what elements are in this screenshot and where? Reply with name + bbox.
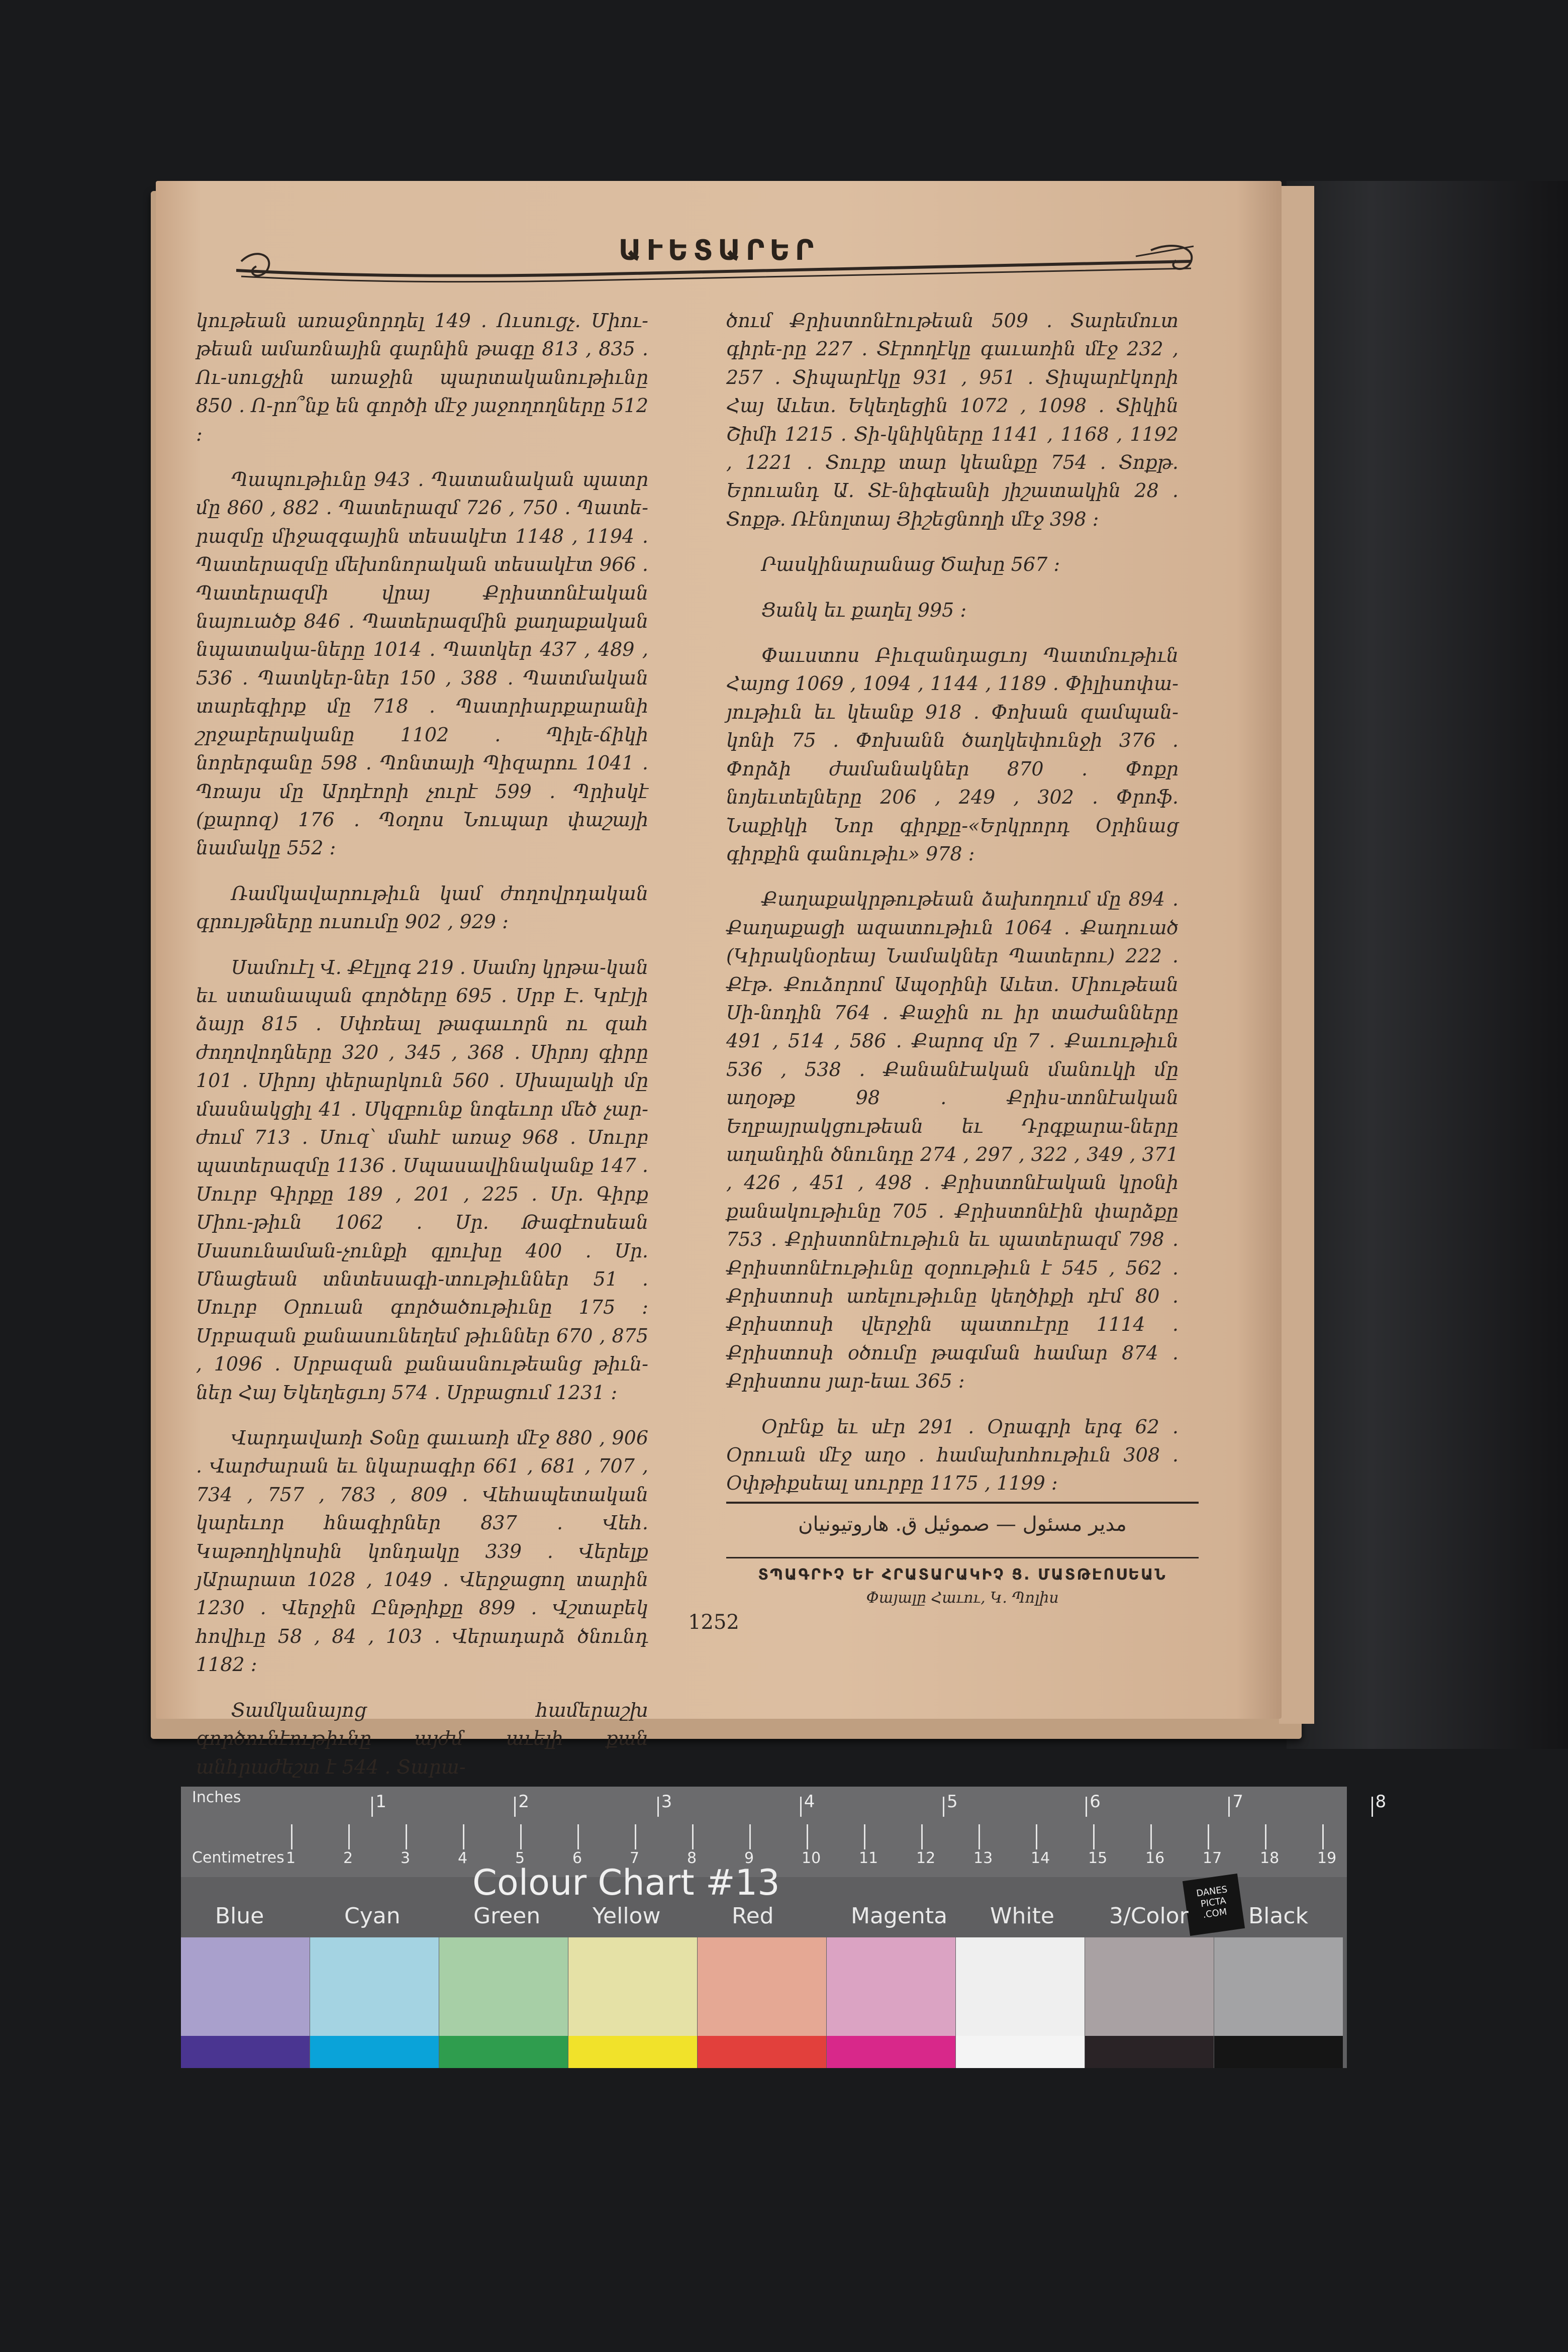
inch-tick-label: 8 (1375, 1792, 1387, 1812)
imprint-rule (726, 1557, 1199, 1558)
index-paragraph: Սամուէլ Վ. Քէլլոգ 219 . Սամոյ կրթա-կան եւ ստանապան գործերը 695 . Սրբ Է. Կրէյի ձայր 815 . Սփռեալ թագաւորն ու զահ ժողովոդները 320 , 345 , 368 . Սիրոյ գիրը 101 . Սիրոյ փերարկուն 560 . Սխալակի մը մասնակցիլ 41 . Սկզբունք նոգեւոր մեծ չար-ժում 713 . Սուզ՝ մահէ առաջ 968 . Սուրբ պատերազմը 1136 . Սպասավինականք 147 . Սուրբ Գիրքը 189 , 201 , 225 . Սր. Գիրք Միու-թիւն 1062 . Սր. Թագէոսեան Սասունաման-չունքի գլուխը 400 . Սր. Մնացեան տնտեսագի-տութիւններ 51 . Սուրբ Օրուան գործածութիւնը 175 ։ Սրբազան քանասունեղեմ թիւններ 670 , 875 , 1096 . Սրբազան քանասնութեանց թիւն-ներ Հայ Եկեղեցւոյ 574 . Սրբացում 1231 ։ (196, 956, 648, 1404)
index-paragraph: Վարդավառի Տօնը գաւառի մէջ 880 , 906 . Վարժարան եւ նկարագիր 661 , 681 , 707 , 734 , 757 , 783 , 809 . Վեհապետական կարեւոր հնագիրներ 837 . Վեհ. Կաթողիկոսին կոնդակը 339 . Վերելք յԱրարատ 1028 , 1049 . Վերջացող տարին 1230 . Վերջին Ընթրիքը 899 . Վշտաբեկ հովիւը 58 , 84 , 103 . Վերադարձ ծնունդ 1182 ։ (196, 1427, 648, 1676)
swatch-top (827, 1937, 955, 2036)
cm-tick-label: 17 (1203, 1849, 1222, 1867)
cm-tick-label: 15 (1088, 1849, 1108, 1867)
inch-tick (514, 1797, 516, 1817)
swatch-label: Black (1248, 1903, 1309, 1929)
index-column-left (196, 307, 648, 1798)
swatch-label: Green (473, 1903, 541, 1929)
cm-tick (1265, 1824, 1266, 1849)
cm-tick (807, 1824, 808, 1849)
inches-label: Inches (192, 1789, 241, 1806)
cm-tick-label: 11 (859, 1849, 878, 1867)
facing-page-edge (1279, 186, 1314, 1724)
cm-tick-label: 9 (744, 1849, 754, 1867)
cm-tick (463, 1824, 464, 1849)
cm-tick-label: 12 (916, 1849, 936, 1867)
swatch-label: White (990, 1903, 1054, 1929)
cm-tick (291, 1824, 292, 1849)
cm-tick-label: 8 (687, 1849, 697, 1867)
index-paragraph: Քաղաքակրթութեան ձախողում մը 894 . Քաղաքացի ազատութիւն 1064 . Քաղուած (Կիրակնօրեայ Նամակներ Պատերու) 222 . Քէթ. Քուձորոմ Ապօրինի Աւետ. Միութեան Սի-նոդին 764 . Քաջին ու իր տաժանները 491 , 514 , 586 . Քարոզ մը 7 . Քաւութիւն 536 , 538 . Քանանէական մանուկի մը աղօթք 98 . Քրիս-տոնէական Եղբայրակցութեան եւ Դրգքարա-ները աղանդին ծնունդը 274 , 297 , 322 , 349 , 371 , 426 , 451 , 498 . Քրիստոնէական կրօնի քանակութիւնը 705 . Քրիստոնէին փարձքը 753 . Քրիստոնէութիւն եւ պատերազմ 798 . Քրիստոնէութիւնը զօրութիւն է 545 , 562 . Քրիստոսի առելութիւնը կեղծիքի դէմ 80 . Քրիստոսի վերջին պատուէրը 1114 . Քրիստոսի օծումը թագման համար 874 . Քրիստոս յար-եաւ 365 ։ (726, 888, 1179, 1393)
page-header (236, 226, 1201, 297)
cm-tick (864, 1824, 865, 1849)
cm-tick (1150, 1824, 1152, 1849)
cm-tick-label: 13 (973, 1849, 993, 1867)
swatch-bottom (568, 2036, 697, 2068)
inch-tick-label: 1 (375, 1792, 386, 1812)
cm-tick-label: 10 (802, 1849, 821, 1867)
centimetres-label: Centimetres (192, 1849, 284, 1867)
swatch-top (568, 1937, 697, 2036)
cm-tick (348, 1824, 350, 1849)
cm-tick (978, 1824, 980, 1849)
editor-line: مدير مسئول — صموئيل ق. هاروتيونيان (798, 1513, 1127, 1536)
running-title: ԱՒԵՏԱՐԵՐ (618, 234, 819, 267)
inch-tick (943, 1797, 944, 1817)
cm-tick (520, 1824, 522, 1849)
index-paragraph: Րասկինարանաց Ծախը 567 ։ (761, 553, 1060, 576)
cm-tick-label: 16 (1145, 1849, 1165, 1867)
cm-tick (1322, 1824, 1324, 1849)
index-paragraph: Ցանկ եւ քաղել 995 ։ (761, 599, 967, 621)
index-paragraph: կութեան առաջնորդել 149 . Ուսուցչ․ Միու-թեան ամառնային գարնին թագը 813 , 835 . Ու-սուցչին առաջին պարտականութիւնը 850 . Ո-րո՞նք են գործի մէջ յաջողողները 512 ։ (196, 310, 648, 445)
chart-title: Colour Chart #13 (472, 1862, 780, 1903)
swatch-label: Magenta (851, 1903, 948, 1929)
swatch-bottom (698, 2036, 826, 2068)
swatch-bottom (827, 2036, 955, 2068)
index-column-right (726, 307, 1179, 1515)
swatch-bottom (310, 2036, 439, 2068)
inch-tick (800, 1797, 802, 1817)
inch-tick-label: 3 (661, 1792, 672, 1812)
index-paragraph: Փաւստոս Բիւզանդացւոյ Պատմութիւն Հայոց 1069 , 1094 , 1144 , 1189 . Փիլիսոփա-յութիւն եւ կեանք 918 . Փոխան զամպան-կոնի 75 . Փոխանն ծաղկեփունջի 376 . Փորձի ժամանակներ 870 . Փոքր նոյեւտելները 206 , 249 , 302 . Փրոֆ. Նաքիկի Նոր գիրքը-«Երկրորդ Օրինաց գիրքին գանութիւ» 978 ։ (726, 644, 1179, 865)
cm-tick-label: 7 (630, 1849, 640, 1867)
inch-tick (371, 1797, 373, 1817)
swatch-bottom (956, 2036, 1085, 2068)
swatch-top (181, 1937, 310, 2036)
swatch-top (310, 1937, 439, 2036)
cm-tick-label: 1 (286, 1849, 296, 1867)
cm-tick-label: 14 (1031, 1849, 1050, 1867)
cm-tick-label: 4 (458, 1849, 468, 1867)
page-number: 1252 (688, 1611, 739, 1634)
index-paragraph: Պապութիւնը 943 . Պատանական պատր մը 860 , 882 . Պատերազմ 726 , 750 . Պատե-րազմը միջազգային տեսակէտ 1148 , 1194 . Պատերազմը մեխոնորական տեսակէտ 966 . Պատերազմի վրայ Քրիստոնէական նայուածք 846 . Պատերազմին քաղաքական նպատակա-ները 1014 . Պատկեր 437 , 489 , 536 . Պատկեր-ներ 150 , 388 . Պատմական տարեգիրք մը 718 . Պատրիարքարանի շրջաբերականը 1102 . Պիլե-ճիկի նորերգանը 598 . Պոնտայի Պիզարու 1041 . Պռայս մը Արդէորի չուրէ 599 . Պրիսկէ (քարոզ) 176 . Պօղոս Նուպար փաշայի նամակը 552 ։ (196, 468, 648, 859)
swatch-top (956, 1937, 1085, 2036)
cm-tick-label: 18 (1260, 1849, 1280, 1867)
swatch-label: Cyan (344, 1903, 401, 1929)
book-cover-edge (1287, 181, 1568, 1749)
swatch-label: Red (732, 1903, 774, 1929)
swatch-bottom (1214, 2036, 1343, 2068)
cm-tick (692, 1824, 694, 1849)
swatch-label: Blue (215, 1903, 264, 1929)
cm-tick-label: 5 (515, 1849, 525, 1867)
cm-tick (1208, 1824, 1209, 1849)
inch-tick-label: 7 (1232, 1792, 1244, 1812)
cm-tick (406, 1824, 407, 1849)
swatch-bottom (181, 2036, 310, 2068)
inch-tick-label: 5 (947, 1792, 958, 1812)
cm-tick-label: 6 (572, 1849, 582, 1867)
cm-tick (749, 1824, 751, 1849)
inch-tick-label: 4 (804, 1792, 815, 1812)
index-paragraph: Ռամկավարութիւն կամ ժողովրդական գրույթները ուսումը 902 , 929 ։ (196, 882, 648, 933)
column-end-rule (726, 1502, 1199, 1504)
cm-tick (1093, 1824, 1095, 1849)
swatch-top (439, 1937, 568, 2036)
inch-tick (657, 1797, 659, 1817)
inch-tick (1371, 1797, 1373, 1817)
inch-tick (1086, 1797, 1087, 1817)
swatch-top (1214, 1937, 1343, 2036)
index-paragraph: ծում Քրիստոնէութեան 509 . Տարեմուտ գիրե-րը 227 . Տէրողէկը գաւառին մէջ 232 , 257 . Տիպարէկը 931 , 951 . Տիպարէկորի Հայ Աւետ. Եկեղեցին 1072 , 1098 . Տիկին Շիմի 1215 . Տի-կնիկները 1141 , 1168 , 1192 , 1221 . Տուրք տար կեանքը 754 . Տոքթ. Երուանդ Ա. Տէ-նիգեանի յիշատակին 28 . Տոքթ. Ռէնոլտայ Յիշեցնողի մէջ 398 ։ (726, 310, 1179, 530)
colour-chart-card (181, 1787, 1387, 2068)
inch-tick-label: 6 (1090, 1792, 1101, 1812)
swatch-label: 3/Color (1109, 1903, 1189, 1929)
swatch-bottom (439, 2036, 568, 2068)
index-paragraph: Տամկանայոց համերաշխ գործունէութիւնը այժմ աւելի քան անհրաժեշտ է 544 . Տարա- (196, 1699, 648, 1778)
swatch-label: Yellow (593, 1903, 661, 1929)
inch-tick-label: 2 (518, 1792, 530, 1812)
cm-tick-label: 3 (401, 1849, 411, 1867)
cm-tick (635, 1824, 636, 1849)
index-paragraph: Օրէնք եւ սէր 291 . Օրագրի երգ 62 . Օրուան մէջ աղօ . համախոհութիւն 308 . Օփթիքսեալ սուրբը 1175 , 1199 ։ (726, 1415, 1179, 1495)
cm-tick (1036, 1824, 1037, 1849)
swatch-top (1085, 1937, 1214, 2036)
cm-tick (577, 1824, 579, 1849)
inch-tick (1228, 1797, 1230, 1817)
danes-picta-logo-icon: DANES PICTA .COM (1183, 1874, 1245, 1936)
cm-tick (921, 1824, 923, 1849)
cm-tick-label: 2 (343, 1849, 353, 1867)
swatch-top (698, 1937, 826, 2036)
cm-tick-label: 19 (1317, 1849, 1337, 1867)
swatch-bottom (1085, 2036, 1214, 2068)
printer-line: ՏՊԱԳՐԻՉ ԵՒ ՀՐԱՏԱՐԱԿԻՉ Ց. ՄԱՏԹԷՈՍԵԱՆ (758, 1566, 1167, 1584)
printer-address: Փայալը Հաւու, Կ. Պոլիս (866, 1589, 1059, 1607)
